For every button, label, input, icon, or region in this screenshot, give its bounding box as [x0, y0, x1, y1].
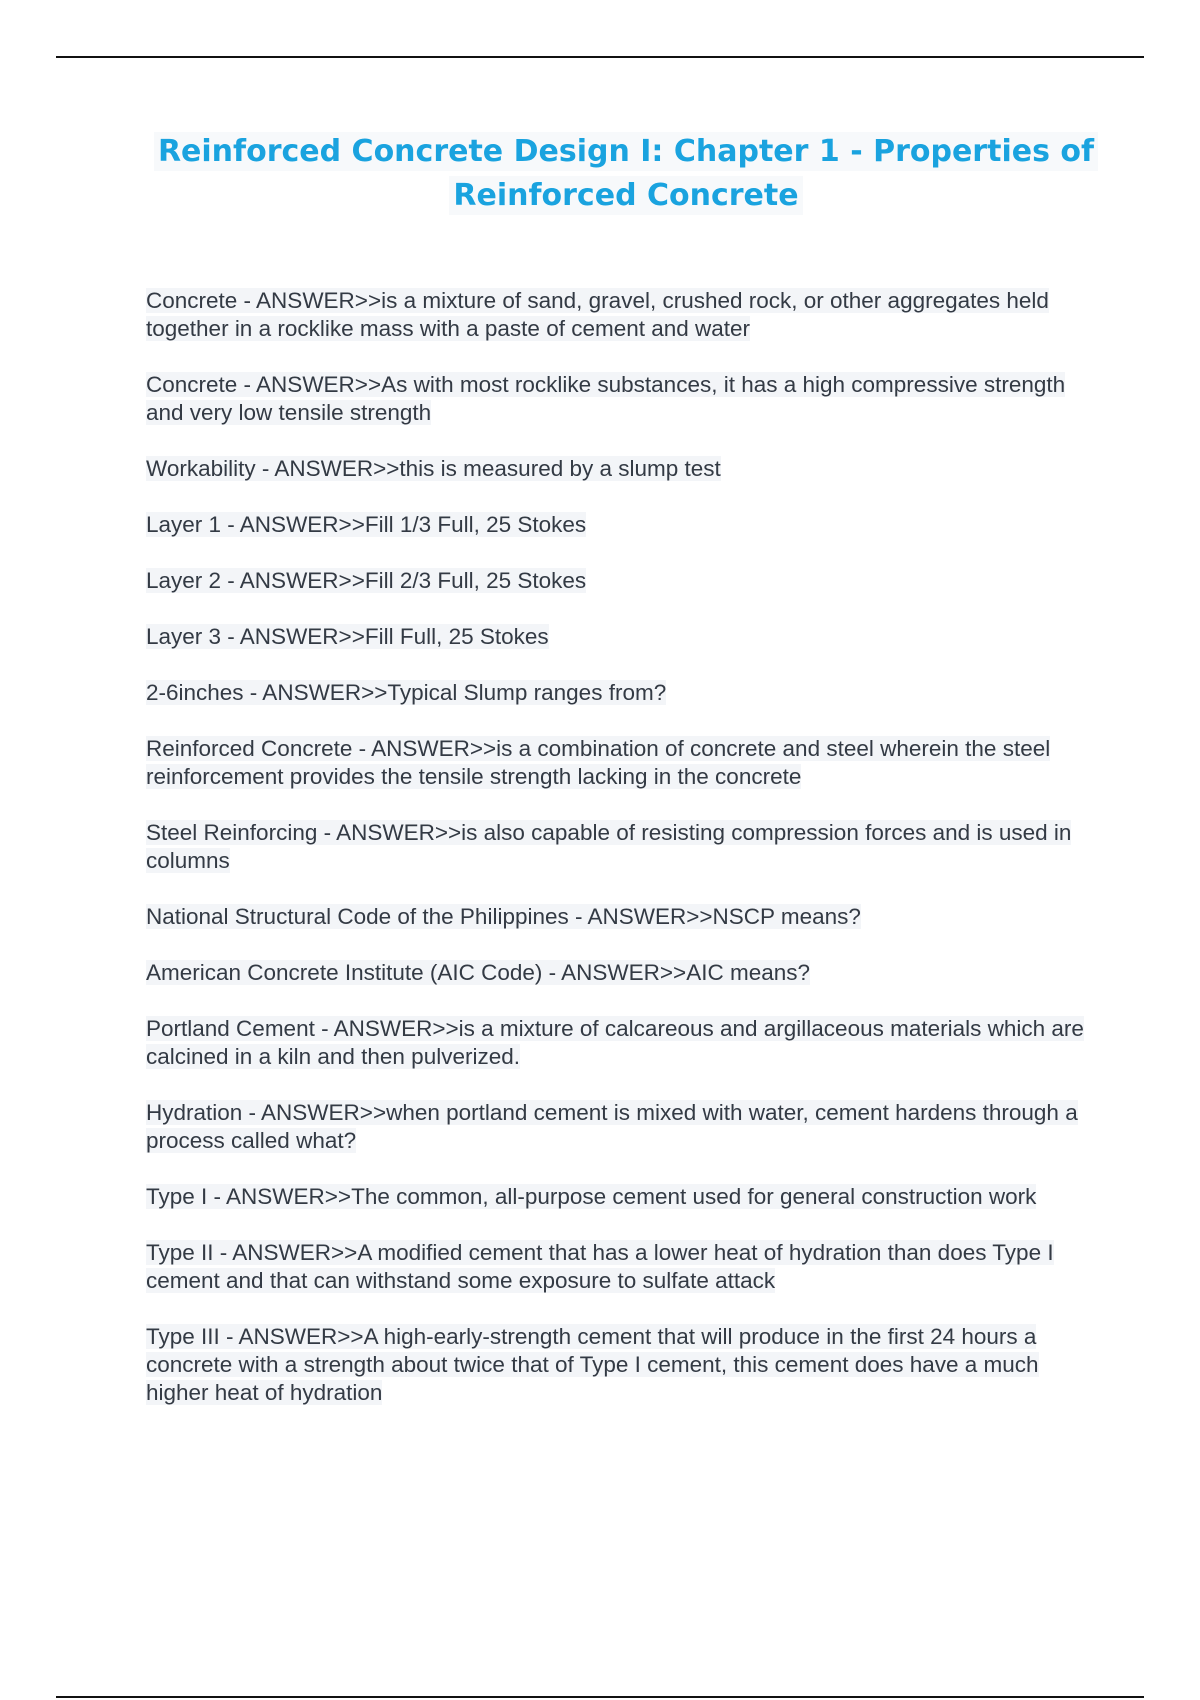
list-item: [146, 455, 1096, 483]
entry-text: Workability - ANSWER>>this is measured by a slump test: [146, 456, 721, 481]
entry-text: Concrete - ANSWER>>is a mixture of sand, gravel, crushed rock, or other aggregates held together in a rocklike mass with a paste of cement and water: [146, 288, 1049, 341]
list-item: [146, 1015, 1096, 1071]
list-item: [146, 511, 1096, 539]
list-item: [146, 287, 1096, 343]
list-item: [146, 1099, 1096, 1155]
list-item: [146, 623, 1096, 651]
entry-text: Portland Cement - ANSWER>>is a mixture of calcareous and argillaceous materials which are calcined in a kiln and then pulverized.: [146, 1016, 1084, 1069]
list-item: [146, 567, 1096, 595]
list-item: [146, 1183, 1096, 1211]
entry-text: Concrete - ANSWER>>As with most rocklike substances, it has a high compressive strength and very low tensile strength: [146, 372, 1066, 425]
list-item: [146, 735, 1096, 791]
page-title: Reinforced Concrete Design I: Chapter 1 - Properties of Reinforced Concrete: [154, 132, 1098, 215]
entry-text: 2-6inches - ANSWER>>Typical Slump ranges from?: [146, 680, 667, 705]
list-item: [146, 1323, 1096, 1407]
entry-text: National Structural Code of the Philippines - ANSWER>>NSCP means?: [146, 904, 861, 929]
bottom-rule: [56, 1696, 1144, 1698]
list-item: [146, 679, 1096, 707]
entry-text: Layer 1 - ANSWER>>Fill 1/3 Full, 25 Stokes: [146, 512, 587, 537]
list-item: [146, 371, 1096, 427]
entry-text: Type I - ANSWER>>The common, all-purpose cement used for general construction work: [146, 1184, 1037, 1209]
entry-text: Steel Reinforcing - ANSWER>>is also capable of resisting compression forces and is used in columns: [146, 820, 1072, 873]
flashcard-list: [146, 287, 1096, 1435]
list-item: [146, 819, 1096, 875]
entry-text: Reinforced Concrete - ANSWER>>is a combination of concrete and steel wherein the steel reinforcement provides the tensile strength lacking in the concrete: [146, 736, 1051, 789]
entry-text: Type III - ANSWER>>A high-early-strength cement that will produce in the first 24 hours a concrete with a strength about twice that of Type I cement, this cement does have a much higher heat of hydration: [146, 1324, 1039, 1405]
list-item: [146, 959, 1096, 987]
entry-text: American Concrete Institute (AIC Code) - ANSWER>>AIC means?: [146, 960, 811, 985]
list-item: [146, 1239, 1096, 1295]
title-block: [146, 130, 1106, 218]
top-rule: [56, 56, 1144, 58]
list-item: [146, 903, 1096, 931]
entry-text: Hydration - ANSWER>>when portland cement is mixed with water, cement hardens through a process called what?: [146, 1100, 1078, 1153]
entry-text: Layer 2 - ANSWER>>Fill 2/3 Full, 25 Stokes: [146, 568, 587, 593]
entry-text: Type II - ANSWER>>A modified cement that has a lower heat of hydration than does Type I cement and that can withstand some exposure to sulfate attack: [146, 1240, 1054, 1293]
entry-text: Layer 3 - ANSWER>>Fill Full, 25 Stokes: [146, 624, 549, 649]
